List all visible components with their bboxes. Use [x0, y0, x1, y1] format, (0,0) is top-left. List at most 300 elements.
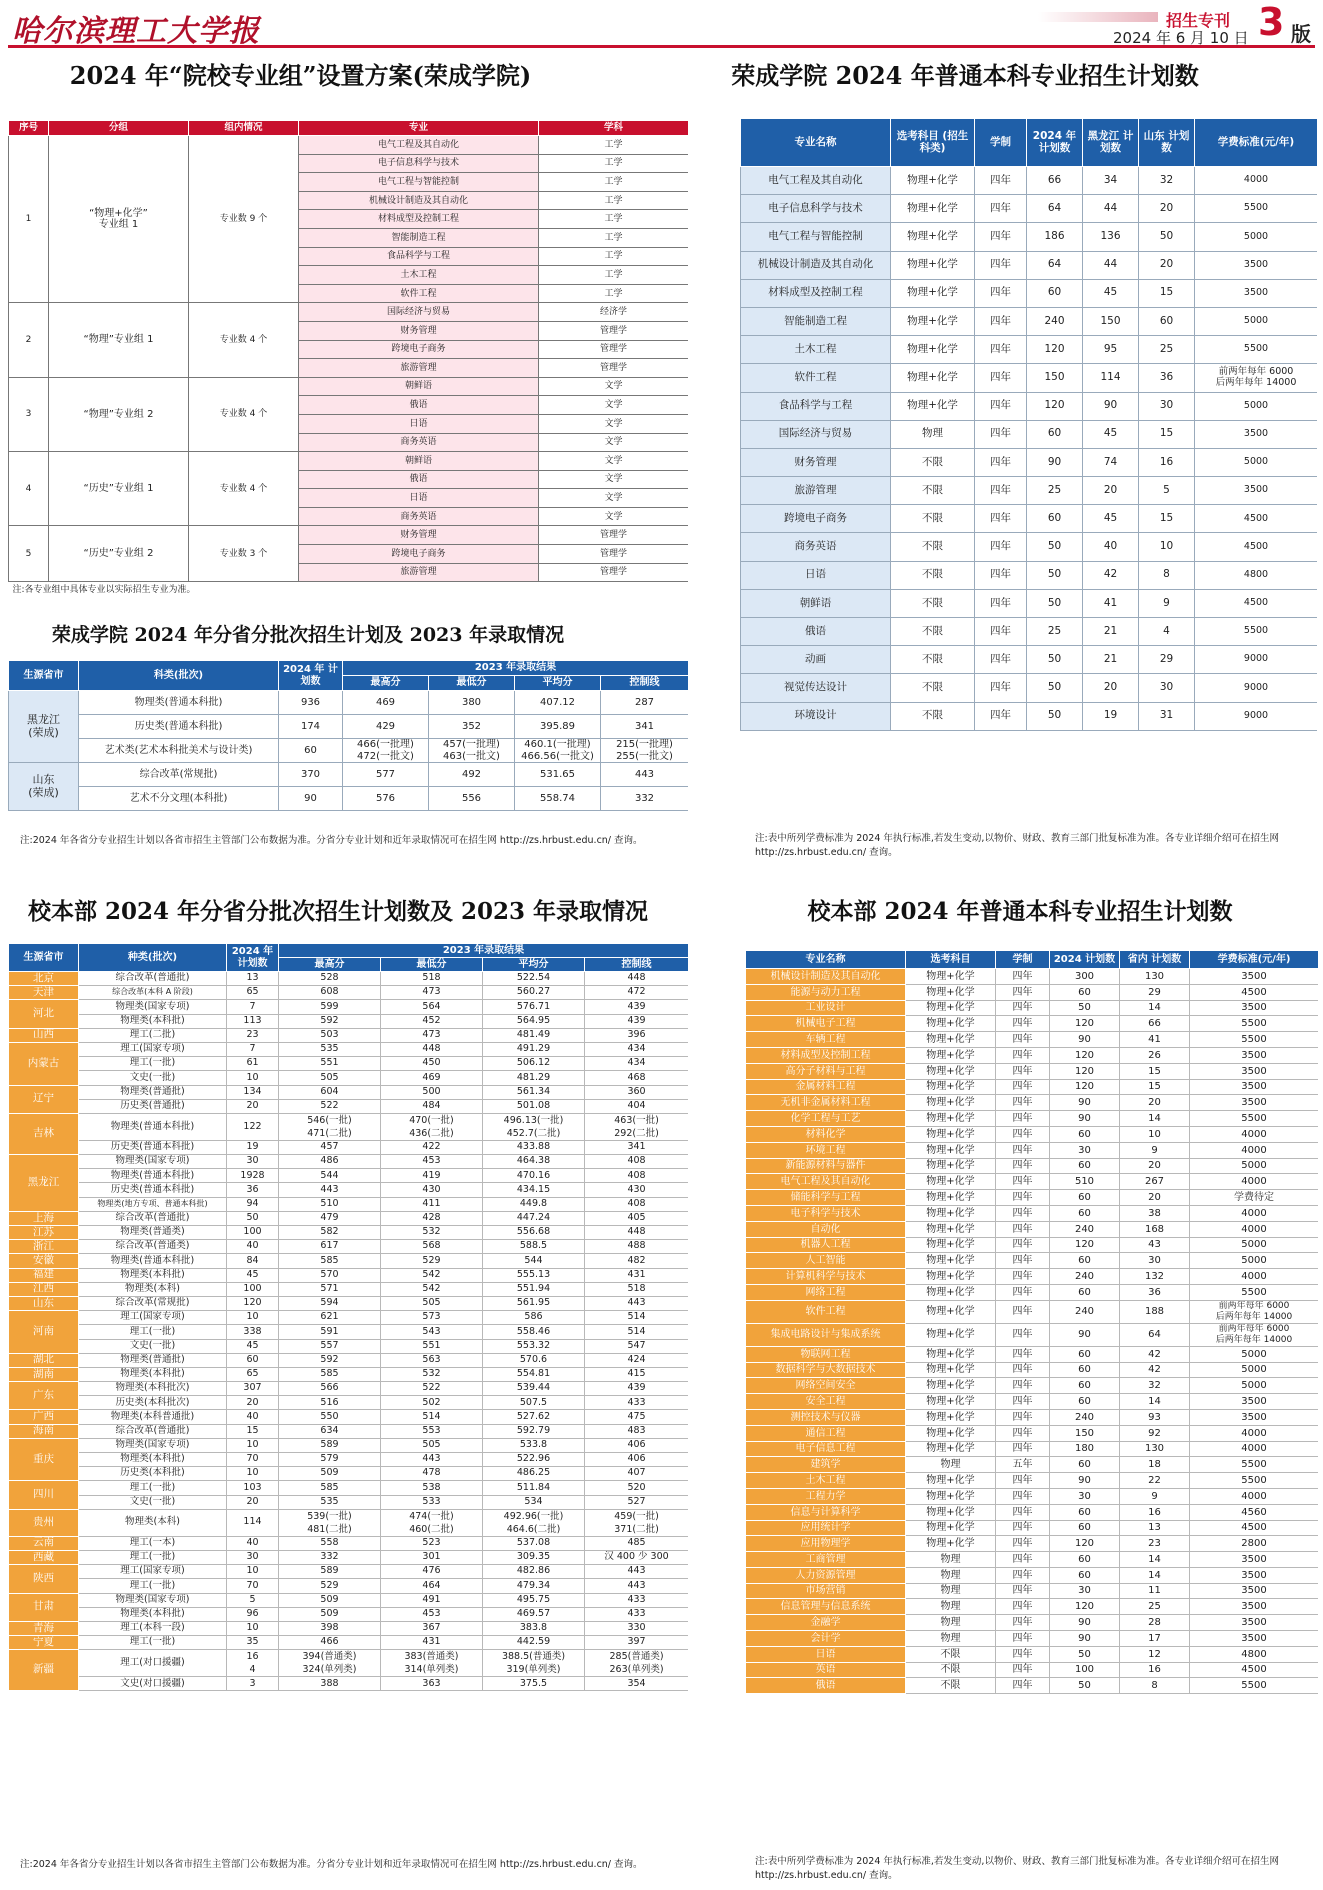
major-name: 财务管理	[299, 321, 539, 340]
province: 河南	[9, 1311, 79, 1354]
table-cell: 物理+化学	[906, 1425, 996, 1441]
table-cell: 509	[279, 1607, 381, 1621]
table-cell: 522.54	[483, 972, 585, 986]
major-name: 跨境电子商务	[299, 545, 539, 564]
table-cell: 557	[279, 1339, 381, 1353]
table-row	[741, 195, 1318, 223]
col-header-in-province: 省内 计划数	[1120, 951, 1190, 969]
table-cell: 486.25	[483, 1467, 585, 1481]
discipline: 文学	[539, 489, 689, 508]
group-name: “历史”专业组 1	[49, 452, 189, 526]
table-cell: 20	[1083, 477, 1139, 505]
table-cell: 理工(一批)	[79, 1057, 227, 1071]
province: 内蒙古	[9, 1042, 79, 1085]
table-cell: 514	[585, 1325, 689, 1339]
table-row	[9, 1211, 689, 1225]
table-cell: 物理+化学	[906, 1079, 996, 1095]
table-cell: 物理+化学	[906, 1111, 996, 1127]
table-cell: 488	[585, 1240, 689, 1254]
table-cell: 332	[601, 787, 689, 811]
major-name: 电子科学与技术	[746, 1205, 906, 1221]
table-cell: 前两年每年 6000 后两年每年 14000	[1195, 364, 1318, 392]
table-cell: 物理	[906, 1583, 996, 1599]
table-cell: 12	[1120, 1646, 1190, 1662]
table-cell: 4000	[1190, 1174, 1319, 1190]
table-cell: 不限	[891, 533, 975, 561]
table-cell: 592.79	[483, 1424, 585, 1438]
table-cell: 65	[227, 986, 279, 1000]
table-cell: 物理+化学	[906, 1174, 996, 1190]
table-cell: 388.5(普通类) 319(单列类)	[483, 1650, 585, 1677]
table-cell: 469	[343, 691, 429, 715]
table-cell: 463(一批) 292(二批)	[585, 1113, 689, 1140]
table-cell: 533	[381, 1495, 483, 1509]
table-cell: 506.12	[483, 1057, 585, 1071]
table-cell: 5500	[1190, 1032, 1319, 1048]
table-row	[741, 223, 1318, 251]
col-header-control: 控制线	[601, 676, 689, 691]
table-cell: 388	[279, 1677, 381, 1691]
major-name: 金属材料工程	[746, 1079, 906, 1095]
table-cell: 13	[1120, 1520, 1190, 1536]
table-cell: 4500	[1195, 533, 1318, 561]
major-name: 电子信息科学与技术	[741, 195, 891, 223]
discipline: 工学	[539, 154, 689, 173]
table-cell: 10	[1139, 533, 1195, 561]
table-row	[9, 1085, 689, 1099]
discipline: 文学	[539, 433, 689, 452]
table-cell: 物理	[906, 1599, 996, 1615]
table-cell: 407.12	[515, 691, 601, 715]
table-cell: 395.89	[515, 715, 601, 739]
table-row	[746, 1520, 1319, 1536]
table-cell: 20	[227, 1396, 279, 1410]
table-cell: 430	[381, 1183, 483, 1197]
province: 北京	[9, 972, 79, 986]
table-cell: 3500	[1190, 1000, 1319, 1016]
table-cell: 四年	[996, 1323, 1050, 1346]
province: 山东 (荣成)	[9, 763, 79, 811]
table-row	[741, 702, 1318, 730]
table-cell: 不限	[891, 674, 975, 702]
table-cell: 516	[279, 1396, 381, 1410]
table-cell: 不限	[891, 646, 975, 674]
table-cell: 531.65	[515, 763, 601, 787]
province: 贵州	[9, 1509, 79, 1536]
major-name: 材料成型及控制工程	[746, 1047, 906, 1063]
table-cell: 物理类(普通批)	[79, 1085, 227, 1099]
table-cell: 482	[585, 1254, 689, 1268]
table-cell: 四年	[996, 1063, 1050, 1079]
table-cell: 130	[1120, 1441, 1190, 1457]
table-cell: 10	[227, 1071, 279, 1085]
table-cell: 7	[227, 1042, 279, 1056]
table-row	[9, 739, 689, 763]
table-cell: 四年	[996, 1253, 1050, 1269]
table-cell: 四年	[996, 1409, 1050, 1425]
discipline: 管理学	[539, 340, 689, 359]
major-name: 智能制造工程	[741, 307, 891, 335]
col-header-major: 专业	[299, 121, 539, 136]
col-header-major: 专业名称	[746, 951, 906, 969]
table-cell: 物理+化学	[891, 251, 975, 279]
table-cell: 13	[227, 972, 279, 986]
table-cell: 113	[227, 1014, 279, 1028]
table-cell: 41	[1083, 589, 1139, 617]
table-cell: 570.6	[483, 1353, 585, 1367]
province: 福建	[9, 1268, 79, 1282]
table-cell: 历史类(本科批次)	[79, 1396, 227, 1410]
group-number: 4	[9, 452, 49, 526]
province: 陕西	[9, 1565, 79, 1593]
table-cell: 物理+化学	[906, 1362, 996, 1378]
table-cell: 理工(一批)	[79, 1325, 227, 1339]
table-row	[746, 1284, 1319, 1300]
table-cell: 50	[1027, 533, 1083, 561]
major-name: 软件工程	[299, 284, 539, 303]
table-cell: 3500	[1190, 1567, 1319, 1583]
table-cell: 理工(一批)	[79, 1481, 227, 1495]
province: 江苏	[9, 1226, 79, 1240]
major-name: 电气工程与智能控制	[741, 223, 891, 251]
table-cell: 35	[227, 1636, 279, 1650]
col-header-province: 生源省市	[9, 661, 79, 691]
table-cell: 510	[1050, 1174, 1120, 1190]
table-cell: 四年	[996, 1221, 1050, 1237]
table-cell: 90	[1050, 1631, 1120, 1647]
table-cell: 22	[1120, 1473, 1190, 1489]
table-cell: 60	[1050, 1253, 1120, 1269]
table-cell: 150	[1050, 1425, 1120, 1441]
section-name: 招生专刊	[1166, 11, 1231, 30]
province: 山东	[9, 1296, 79, 1310]
major-name: 工程力学	[746, 1488, 906, 1504]
table-row	[9, 1410, 689, 1424]
table-row	[746, 1599, 1319, 1615]
table-cell: 5000	[1195, 223, 1318, 251]
table-row	[746, 1504, 1319, 1520]
table-cell: 415	[585, 1367, 689, 1381]
table-cell: 539.44	[483, 1382, 585, 1396]
table-cell: 60	[1139, 307, 1195, 335]
table-cell: 404	[585, 1099, 689, 1113]
table-cell: 四年	[996, 1346, 1050, 1362]
table-cell: 566	[279, 1382, 381, 1396]
issue-date: 2024 年 6 月 10 日	[1113, 29, 1249, 47]
table-cell: 四年	[996, 1583, 1050, 1599]
table-cell: 492.96(一批) 464.6(二批)	[483, 1509, 585, 1536]
table-row	[746, 1441, 1319, 1457]
table-cell: 397	[585, 1636, 689, 1650]
table-cell: 物理类(本科批)	[79, 1014, 227, 1028]
table-cell: 240	[1050, 1409, 1120, 1425]
table-cell: 10	[227, 1565, 279, 1579]
table-cell: 历史类(普通本科批)	[79, 1140, 227, 1154]
table-cell: 理工(一批)	[79, 1579, 227, 1593]
table-cell: 物理类(普通本科批)	[79, 1169, 227, 1183]
table-cell: 50	[1027, 589, 1083, 617]
table-cell: 466(一批理) 472(一批文)	[343, 739, 429, 763]
table-cell: 50	[1027, 702, 1083, 730]
major-name: 电气工程与智能控制	[299, 173, 539, 192]
col-header-heilongjiang: 黑龙江 计划数	[1083, 119, 1139, 167]
table-row	[746, 1394, 1319, 1410]
table-row	[746, 1158, 1319, 1174]
table-cell: 四年	[996, 1552, 1050, 1568]
table-row	[9, 526, 689, 545]
table-cell: 4560	[1190, 1504, 1319, 1520]
table-cell: 100	[227, 1226, 279, 1240]
table-cell: 四年	[975, 336, 1027, 364]
table-cell: 429	[343, 715, 429, 739]
table-cell: 四年	[996, 1284, 1050, 1300]
table-cell: 491.29	[483, 1042, 585, 1056]
table-row	[9, 1183, 689, 1197]
discipline: 管理学	[539, 526, 689, 545]
major-name: 朝鲜语	[741, 589, 891, 617]
table-row	[9, 1467, 689, 1481]
table-cell: 483	[585, 1424, 689, 1438]
province: 辽宁	[9, 1085, 79, 1113]
table-cell: 92	[1120, 1425, 1190, 1441]
table-cell: 74	[1083, 448, 1139, 476]
table-cell: 9	[1120, 1142, 1190, 1158]
table-cell: 492	[429, 763, 515, 787]
table-cell: 物理+化学	[906, 1504, 996, 1520]
table-cell: 物理+化学	[906, 1142, 996, 1158]
table-cell: 592	[279, 1014, 381, 1028]
headline-main-campus-provinces: 校本部 2024 年分省分批次招生计划数及 2023 年录取情况	[27, 898, 649, 925]
table-cell: 15	[1120, 1063, 1190, 1079]
table-row	[746, 1095, 1319, 1111]
table-cell: 四年	[996, 1158, 1050, 1174]
major-name: 化学工程与工艺	[746, 1111, 906, 1127]
table-cell: 四年	[975, 618, 1027, 646]
major-name: 软件工程	[741, 364, 891, 392]
headline-main-campus-plan: 校本部 2024 年普通本科专业招生计划数	[807, 898, 1233, 925]
table-cell: 476	[381, 1565, 483, 1579]
table-cell: 14	[1120, 1394, 1190, 1410]
col-header-plan: 2024 年 计划数	[1027, 119, 1083, 167]
table-row	[9, 1140, 689, 1154]
table-cell: 453	[381, 1607, 483, 1621]
table-cell: 60	[1027, 420, 1083, 448]
table-cell: 40	[1083, 533, 1139, 561]
major-name: 人力资源管理	[746, 1567, 906, 1583]
table-cell: 16	[1139, 448, 1195, 476]
table-cell: 物理	[906, 1552, 996, 1568]
table-cell: 60	[1050, 1158, 1120, 1174]
major-name: 金融学	[746, 1615, 906, 1631]
table-cell: 5000	[1195, 307, 1318, 335]
table-cell: 四年	[975, 392, 1027, 420]
major-name: 商务英语	[299, 507, 539, 526]
province: 青海	[9, 1621, 79, 1635]
table-cell: 84	[227, 1254, 279, 1268]
table-cell: 4500	[1190, 1662, 1319, 1678]
table-cell: 30	[1139, 392, 1195, 420]
table-cell: 21	[1083, 646, 1139, 674]
table-cell: 60	[1027, 505, 1083, 533]
table-cell: 621	[279, 1311, 381, 1325]
group-name: “物理”专业组 1	[49, 303, 189, 377]
table-cell: 585	[279, 1481, 381, 1495]
table-row	[9, 1155, 689, 1169]
table-cell: 96	[227, 1607, 279, 1621]
table-cell: 32	[1139, 167, 1195, 195]
table-cell: 501.08	[483, 1099, 585, 1113]
table-cell: 50	[1027, 674, 1083, 702]
table-cell: 14	[1120, 1111, 1190, 1127]
table-cell: 20	[1083, 674, 1139, 702]
table-cell: 442.59	[483, 1636, 585, 1650]
table-cell: 60	[1050, 1346, 1120, 1362]
major-name: 新能源材料与器件	[746, 1158, 906, 1174]
col-header-tuition: 学费标准(元/年)	[1190, 951, 1319, 969]
table-cell: 571	[279, 1282, 381, 1296]
table-cell: 物理+化学	[906, 1473, 996, 1489]
major-name: 土木工程	[741, 336, 891, 364]
province: 湖北	[9, 1353, 79, 1367]
table-cell: 40	[227, 1410, 279, 1424]
table-cell: 理工(国家专项)	[79, 1042, 227, 1056]
table-cell: 4000	[1190, 1269, 1319, 1285]
province: 河北	[9, 1000, 79, 1028]
table-cell: 物理类(国家专项)	[79, 1155, 227, 1169]
table-cell: 29	[1120, 984, 1190, 1000]
major-name: 机械电子工程	[746, 1016, 906, 1032]
table-cell: 物理类(本科批)	[79, 1453, 227, 1467]
table-row	[741, 589, 1318, 617]
table-header-row	[9, 121, 689, 136]
table-cell: 470.16	[483, 1169, 585, 1183]
province: 海南	[9, 1424, 79, 1438]
table-cell: 70	[227, 1453, 279, 1467]
table-cell: 3500	[1190, 969, 1319, 985]
table-row	[9, 1197, 689, 1211]
col-header-subjects: 选考科目 (招生科类)	[891, 119, 975, 167]
table-cell: 36	[1139, 364, 1195, 392]
table-row	[746, 1032, 1319, 1048]
major-name: 集成电路设计与集成系统	[746, 1323, 906, 1346]
table-cell: 443	[585, 1565, 689, 1579]
table-cell: 120	[227, 1296, 279, 1310]
table-cell: 物理类(普通本科批)	[79, 1254, 227, 1268]
province: 云南	[9, 1536, 79, 1550]
table-cell: 4500	[1195, 505, 1318, 533]
table-cell: 34	[1083, 167, 1139, 195]
group-major-count: 专业数 4 个	[189, 452, 299, 526]
table-cell: 物理+化学	[906, 1205, 996, 1221]
table-cell: 物理类(普通本科批)	[79, 1113, 227, 1140]
table-cell: 529	[381, 1254, 483, 1268]
table-row	[9, 1481, 689, 1495]
table-cell: 100	[1050, 1662, 1120, 1678]
table-cell: 405	[585, 1211, 689, 1225]
table-cell: 物理+化学	[891, 307, 975, 335]
table-cell: 553	[381, 1424, 483, 1438]
table-cell: 406	[585, 1453, 689, 1467]
discipline: 管理学	[539, 321, 689, 340]
table-cell: 1928	[227, 1169, 279, 1183]
table-cell: 理工(对口援疆)	[79, 1650, 227, 1677]
group-major-count: 专业数 4 个	[189, 377, 299, 451]
major-name: 应用统计学	[746, 1520, 906, 1536]
table-cell: 四年	[975, 223, 1027, 251]
table-cell: 物理+化学	[906, 1095, 996, 1111]
table-cell: 四年	[996, 1536, 1050, 1552]
table-cell: 556	[429, 787, 515, 811]
table-cell: 120	[1050, 1237, 1120, 1253]
table-cell: 四年	[996, 1425, 1050, 1441]
table-cell: 503	[279, 1028, 381, 1042]
table-cell: 240	[1050, 1269, 1120, 1285]
table-cell: 528	[279, 972, 381, 986]
table-cell: 物理类(本科)	[79, 1282, 227, 1296]
table-cell: 496.13(一批) 452.7(二批)	[483, 1113, 585, 1140]
discipline: 文学	[539, 452, 689, 471]
major-name: 自动化	[746, 1221, 906, 1237]
main-campus-major-table	[745, 950, 1318, 1694]
table-row	[746, 1269, 1319, 1285]
table-cell: 60	[1050, 1457, 1120, 1473]
table-cell: 544	[279, 1169, 381, 1183]
table-cell: 50	[227, 1211, 279, 1225]
table-cell: 3500	[1190, 1599, 1319, 1615]
table-cell: 23	[1120, 1536, 1190, 1552]
table-cell: 4000	[1195, 167, 1318, 195]
province: 江西	[9, 1282, 79, 1296]
table-cell: 577	[343, 763, 429, 787]
table-cell: 448	[585, 972, 689, 986]
col-header-max: 最高分	[343, 676, 429, 691]
table-cell: 341	[585, 1140, 689, 1154]
table-cell: 543	[381, 1325, 483, 1339]
table-cell: 473	[381, 1028, 483, 1042]
table-cell: 90	[1050, 1111, 1120, 1127]
table-cell: 物理类(本科批)	[79, 1268, 227, 1282]
table-row	[746, 1615, 1319, 1631]
table-cell: 不限	[891, 589, 975, 617]
discipline: 文学	[539, 414, 689, 433]
table-row	[9, 1424, 689, 1438]
table-cell: 25	[1120, 1599, 1190, 1615]
major-name: 计算机科学与技术	[746, 1269, 906, 1285]
major-name: 电子信息工程	[746, 1441, 906, 1457]
table-cell: 9	[1120, 1488, 1190, 1504]
table-cell: 475	[585, 1410, 689, 1424]
table-cell: 艺术不分文理(本科批)	[79, 787, 279, 811]
table-cell: 物理+化学	[891, 167, 975, 195]
table-row	[9, 715, 689, 739]
table-cell: 20	[1120, 1190, 1190, 1206]
table-cell: 64	[1120, 1323, 1190, 1346]
major-name: 环境工程	[746, 1142, 906, 1158]
table-cell: 物理类(本科批)	[79, 1367, 227, 1381]
table-cell: 5500	[1190, 1016, 1319, 1032]
table-cell: 544	[483, 1254, 585, 1268]
rongcheng-province-note: 注:2024 年各省分专业招生计划以各省市招生主管部门公布数据为准。分省分专业计划和近年录取情况可在招生网 http://zs.hrbust.edu.cn/ 查询。	[20, 835, 643, 846]
col-header-results: 2023 年录取结果	[343, 661, 689, 676]
table-cell: 四年	[996, 1205, 1050, 1221]
table-cell: 综合改革(常规批)	[79, 763, 279, 787]
table-cell: 406	[585, 1438, 689, 1452]
table-cell: 486	[279, 1155, 381, 1169]
masthead-decoration	[1038, 12, 1158, 22]
table-cell: 四年	[996, 1599, 1050, 1615]
page-suffix: 版	[1291, 22, 1311, 46]
table-cell: 527	[585, 1495, 689, 1509]
